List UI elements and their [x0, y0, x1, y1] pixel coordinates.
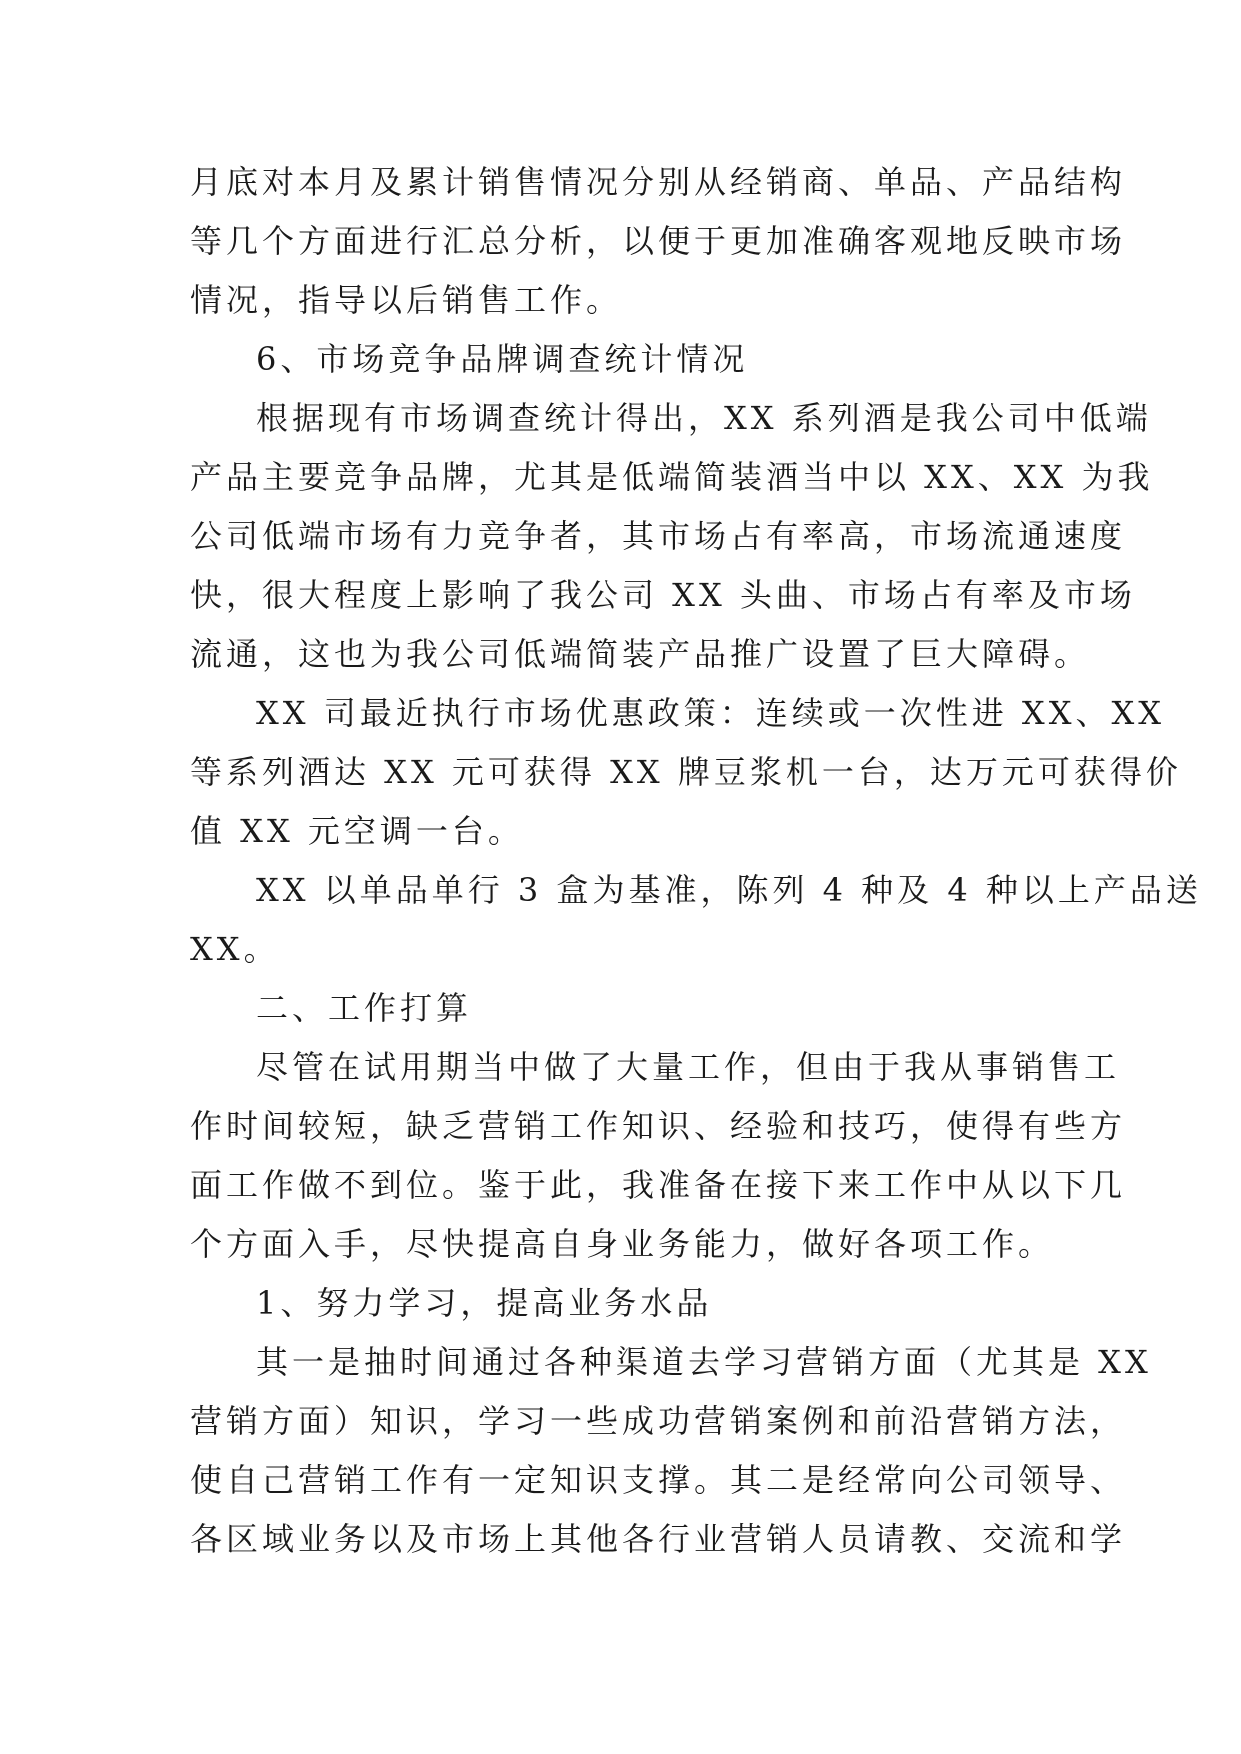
text-line: 流通，这也为我公司低端简装产品推广设置了巨大障碍。	[190, 635, 1091, 673]
document-body	[190, 153, 1202, 1569]
text-line: 使自己营销工作有一定知识支撑。其二是经常向公司领导、	[190, 1461, 1127, 1499]
text-line: 公司低端市场有力竞争者，其市场占有率高，市场流通速度	[190, 517, 1127, 555]
text-line: 尽管在试用期当中做了大量工作，但由于我从事销售工	[256, 1048, 1121, 1086]
text-line: 其一是抽时间通过各种渠道去学习营销方面（尤其是 XX	[256, 1343, 1152, 1381]
text-line: 产品主要竞争品牌，尤其是低端简装酒当中以 XX、XX 为我	[190, 458, 1154, 496]
text-line: XX 司最近执行市场优惠政策：连续或一次性进 XX、XX	[256, 694, 1166, 732]
text-line: 值 XX 元空调一台。	[190, 812, 524, 850]
text-line: 作时间较短，缺乏营销工作知识、经验和技巧，使得有些方	[190, 1107, 1127, 1145]
text-line: 月底对本月及累计销售情况分别从经销商、单品、产品结构	[190, 163, 1127, 201]
text-line: 各区域业务以及市场上其他各行业营销人员请教、交流和学	[190, 1520, 1127, 1558]
text-line: 个方面入手，尽快提高自身业务能力，做好各项工作。	[190, 1225, 1055, 1263]
text-line: 情况，指导以后销售工作。	[190, 281, 623, 319]
text-line: XX 以单品单行 3 盒为基准，陈列 4 种及 4 种以上产品送	[256, 871, 1202, 909]
section-heading: 6、市场竞争品牌调查统计情况	[256, 340, 749, 378]
section-heading: 1、努力学习，提高业务水品	[256, 1284, 713, 1322]
text-line: 等几个方面进行汇总分析，以便于更加准确客观地反映市场	[190, 222, 1127, 260]
section-heading: 二、工作打算	[256, 989, 473, 1027]
text-line: 面工作做不到位。鉴于此，我准备在接下来工作中从以下几	[190, 1166, 1127, 1204]
text-line: 快，很大程度上影响了我公司 XX 头曲、市场占有率及市场	[190, 576, 1136, 614]
text-line: 等系列酒达 XX 元可获得 XX 牌豆浆机一台，达万元可获得价	[190, 753, 1182, 791]
text-line: 根据现有市场调查统计得出，XX 系列酒是我公司中低端	[256, 399, 1152, 437]
text-line: XX。	[190, 930, 280, 968]
text-line: 营销方面）知识，学习一些成功营销案例和前沿营销方法，	[190, 1402, 1127, 1440]
